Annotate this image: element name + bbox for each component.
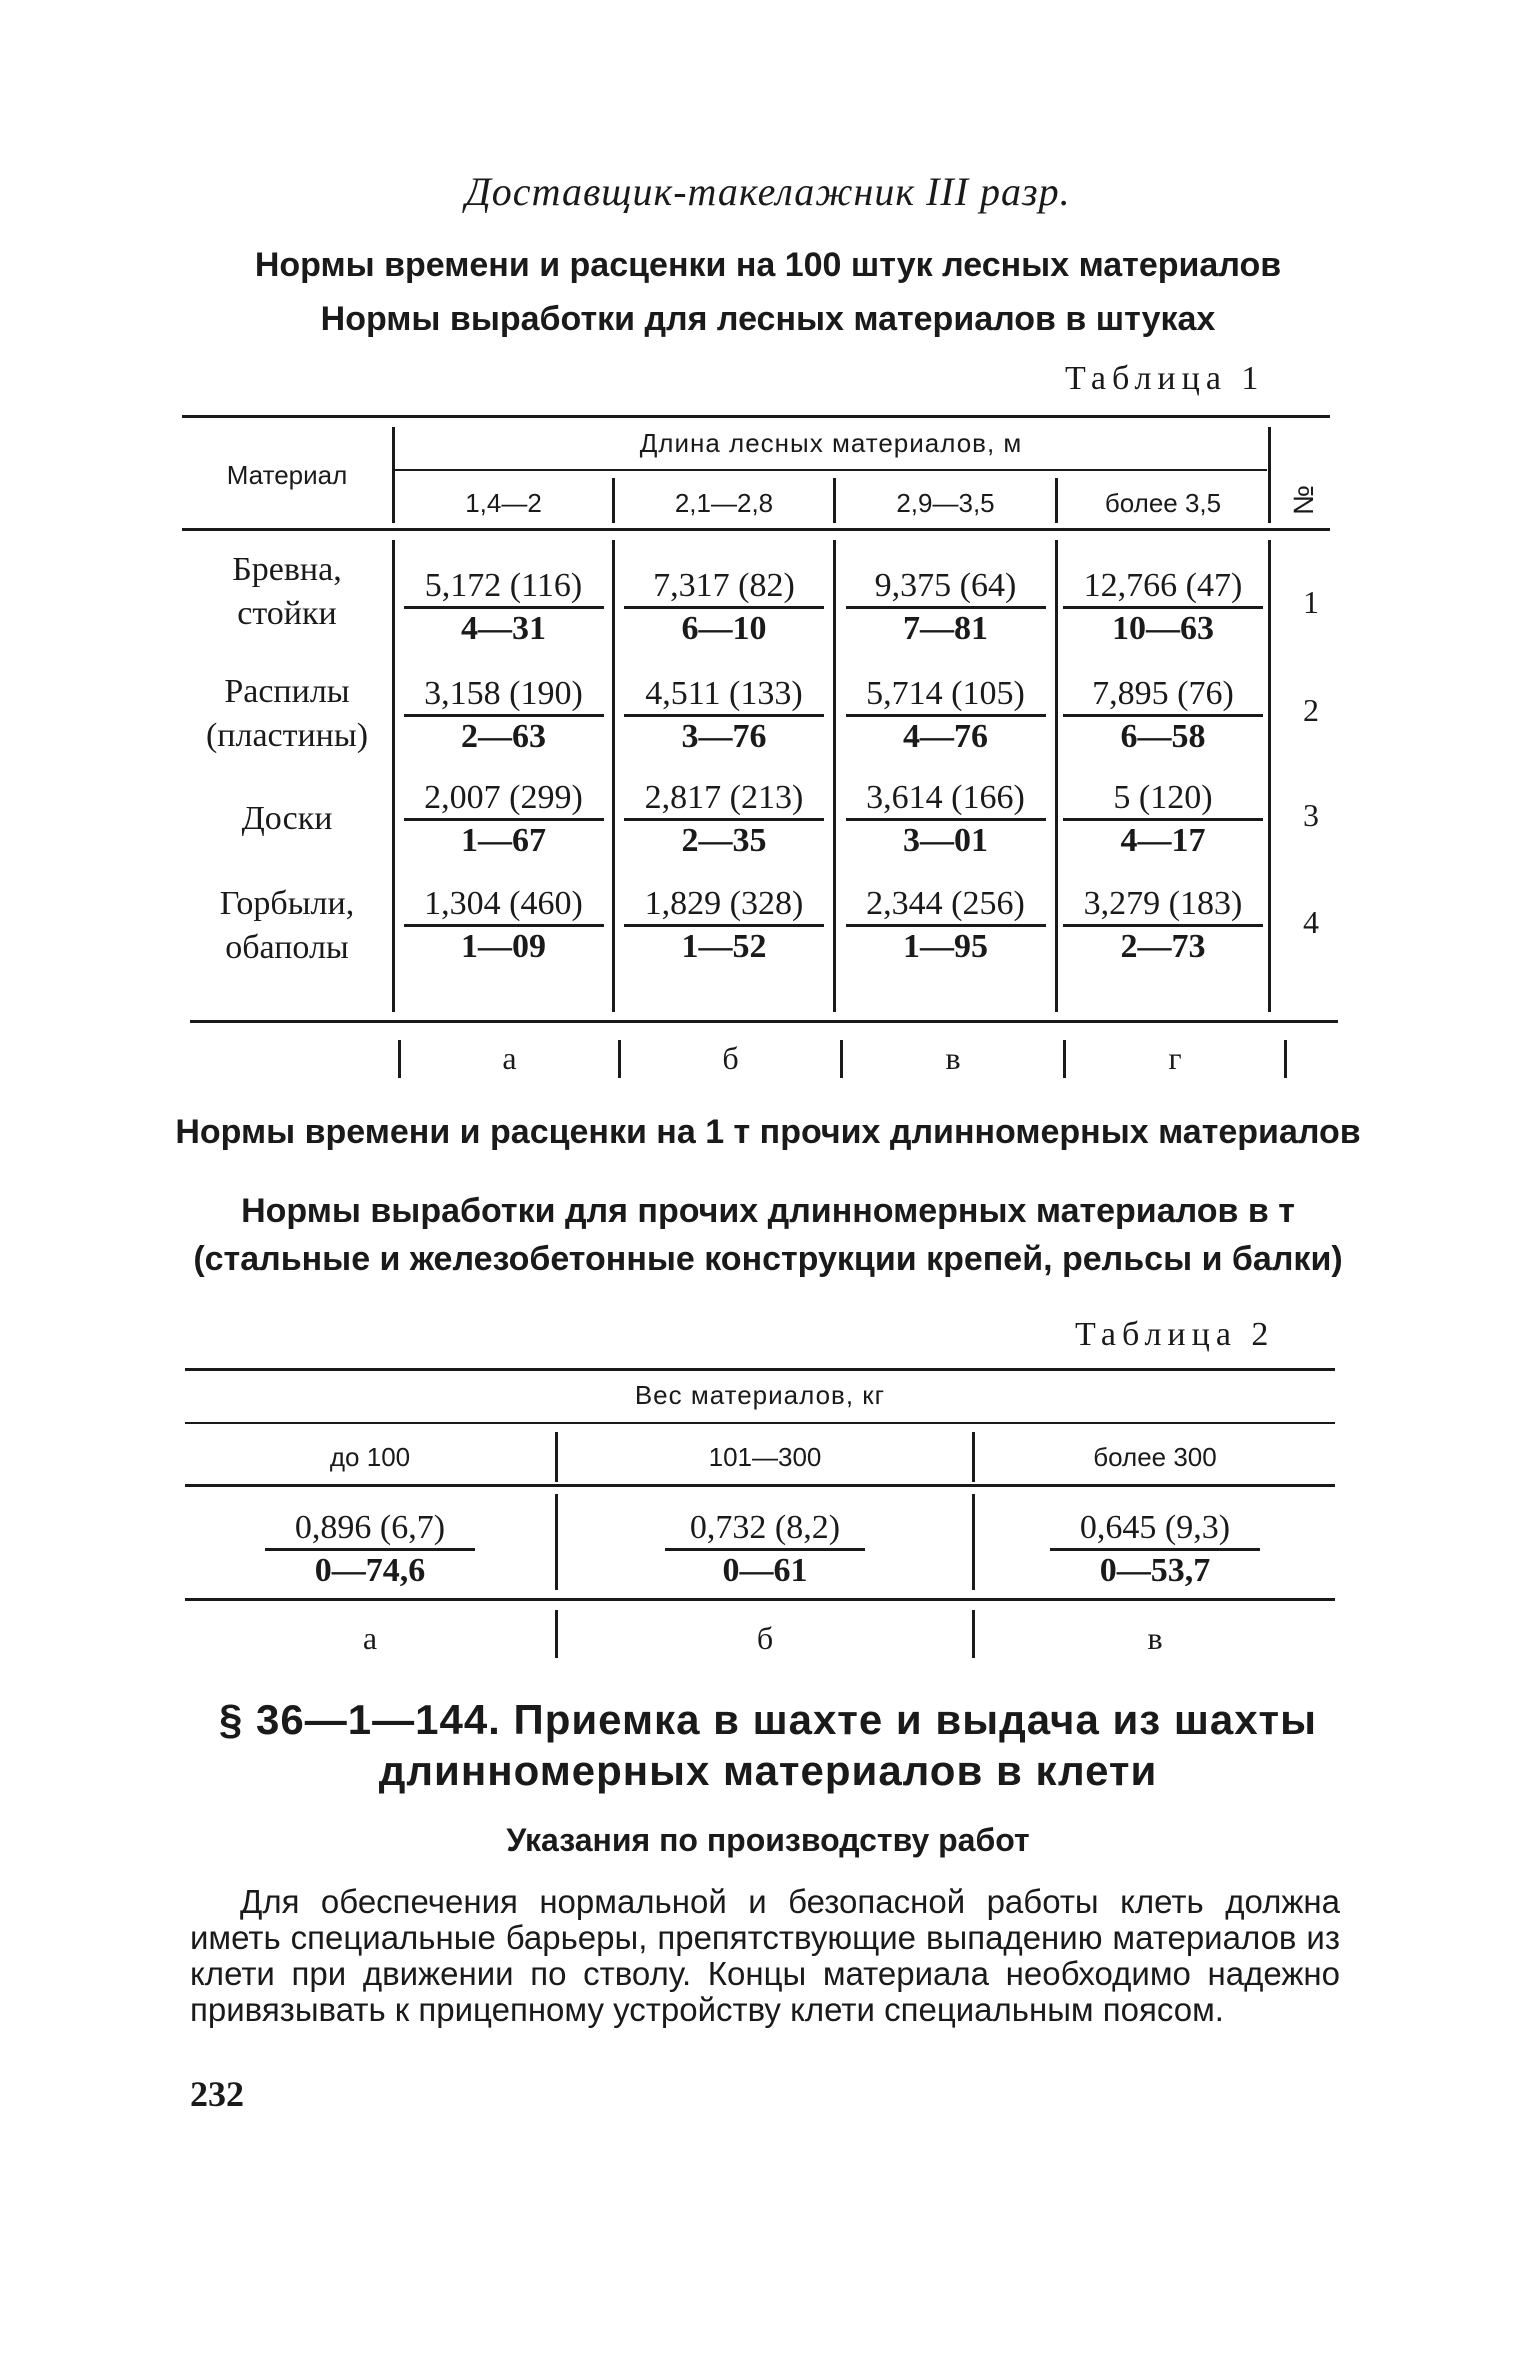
cell-numerator: 0,896 (6,7) [294, 1509, 446, 1546]
cell-numerator: 0,645 (9,3) [1079, 1509, 1231, 1546]
table1-col-material: Материал [226, 460, 348, 490]
table1-cell [1058, 778, 1268, 861]
table2-caption-line1: Нормы времени и расценки на 1 т прочих длинномерных материалов [175, 1113, 1361, 1151]
cell-numerator: 1,829 (328) [644, 885, 804, 922]
section-heading-line1: § 36—1—144. Приемка в шахте и выдача из шахты [219, 1696, 1317, 1743]
cell-numerator: 9,375 (64) [874, 567, 1017, 604]
table1-vrule [1268, 540, 1271, 1012]
table1-cell [615, 674, 833, 757]
cell-denominator: 1—09 [404, 924, 604, 967]
position-title: Доставщик-такелажник III разр. [465, 169, 1071, 214]
table1-row-no: 3 [1303, 797, 1319, 833]
material-line: Горбыли, [219, 885, 355, 922]
cell-denominator: 6—58 [1063, 714, 1263, 757]
table1-top-rule [182, 415, 1330, 418]
table1-header-bottom-rule [182, 528, 1330, 531]
page-number: 232 [190, 2074, 244, 2114]
cell-numerator: 2,007 (299) [424, 779, 583, 816]
cell-numerator: 5,172 (116) [424, 567, 583, 604]
material-line: обаполы [225, 929, 349, 966]
table2-subheader-rule [185, 1422, 1335, 1424]
cell-denominator: 10—63 [1063, 606, 1263, 649]
table1-cell [395, 778, 612, 861]
cell-denominator: 3—76 [624, 714, 824, 757]
table1-cell [615, 778, 833, 861]
table1-row-material [182, 548, 392, 636]
cell-numerator: 7,895 (76) [1092, 675, 1234, 712]
table1-col-letter: а [502, 1040, 517, 1076]
section-heading-line2: длинномерных материалов в клети [378, 1747, 1158, 1794]
cell-denominator: 0—74,6 [265, 1548, 475, 1591]
table2-caption-line3: (стальные и железобетонные конструкции крепей, рельсы и балки) [193, 1240, 1343, 1278]
cell-numerator: 2,817 (213) [644, 779, 804, 816]
table1-vrule [1268, 427, 1271, 523]
body-paragraph: Для обеспечения нормальной и безопасной работы клеть должна иметь специальные барьеры, препятствующие выпадению материалов из клети при движении по стволу. Концы материала необходимо надежно привязывать к прицепному устройству клети специальным поясом. [190, 1883, 1340, 2028]
cell-denominator: 1—52 [624, 924, 824, 967]
table1-col-4: более 3,5 [1104, 488, 1222, 518]
cell-numerator: 4,511 (133) [645, 675, 803, 712]
table2-col-letter: в [1147, 1620, 1163, 1656]
table2-cell [185, 1508, 555, 1591]
table2-bottom-rule [185, 1598, 1335, 1601]
cell-denominator: 4—17 [1063, 818, 1263, 861]
table1-cell [1058, 674, 1268, 757]
table2-col-2: 101—300 [708, 1442, 822, 1472]
table1-subheader-rule [395, 469, 1267, 471]
cell-denominator: 3—01 [846, 818, 1046, 861]
cell-denominator: 0—53,7 [1050, 1548, 1260, 1591]
table1-col-letter: б [722, 1040, 739, 1076]
cell-numerator: 5,714 (105) [866, 675, 1025, 712]
table1-label: Таблица 1 [1065, 360, 1265, 397]
material-line: стойки [237, 595, 337, 632]
table1-row-material [182, 670, 392, 758]
cell-denominator: 1—95 [846, 924, 1046, 967]
cell-numerator: 3,158 (190) [424, 675, 583, 712]
table2-header-bottom-rule [185, 1484, 1335, 1487]
cell-numerator: 7,317 (82) [653, 567, 795, 604]
table1-cell [395, 674, 612, 757]
table1-cell [1058, 566, 1268, 649]
table1-caption-line1: Нормы времени и расценки на 100 штук лесных материалов [254, 246, 1282, 284]
table1-cell [836, 884, 1055, 967]
table2-cell [975, 1508, 1335, 1591]
table1-row-no: 4 [1303, 904, 1319, 940]
table1-row-material [182, 797, 392, 841]
table1-group-header: Длина лесных материалов, м [639, 428, 1023, 458]
table1-cell [395, 884, 612, 967]
table1-cell [1058, 884, 1268, 967]
table1-vrule [1284, 1040, 1287, 1078]
table1-col-3: 2,9—3,5 [896, 488, 995, 518]
cell-denominator: 1—67 [404, 818, 604, 861]
section-body [190, 1884, 1340, 2028]
table1-col-1: 1,4—2 [465, 488, 542, 518]
material-line: Распилы [224, 673, 350, 710]
cell-denominator: 4—31 [404, 606, 604, 649]
cell-numerator: 3,279 (183) [1083, 885, 1243, 922]
table1-caption-line2: Нормы выработки для лесных материалов в штуках [320, 300, 1216, 338]
table2-caption-line2: Нормы выработки для прочих длинномерных материалов в т [241, 1192, 1295, 1230]
table1-col-no: № [1288, 484, 1319, 516]
table1-cell [615, 884, 833, 967]
table1-cell [395, 566, 612, 649]
table1-cell [836, 566, 1055, 649]
cell-denominator: 4—76 [846, 714, 1046, 757]
table2-group-header: Вес материалов, кг [634, 1380, 886, 1410]
cell-denominator: 2—35 [624, 818, 824, 861]
cell-denominator: 2—63 [404, 714, 604, 757]
table1-cell [836, 778, 1055, 861]
table1-row-no: 2 [1303, 692, 1319, 728]
table2-cell [558, 1508, 972, 1591]
table2-col-1: до 100 [329, 1442, 411, 1472]
cell-numerator: 0,732 (8,2) [689, 1509, 841, 1546]
cell-denominator: 2—73 [1063, 924, 1263, 967]
table1-row-no: 1 [1303, 584, 1319, 620]
table1-col-letter: г [1168, 1040, 1182, 1076]
table1-row-material [182, 882, 392, 970]
table2-top-rule [185, 1368, 1335, 1371]
material-line: (пластины) [205, 717, 369, 754]
cell-denominator: 0—61 [665, 1548, 865, 1591]
table1-col-letter: в [945, 1040, 961, 1076]
material-line: Доски [241, 800, 333, 837]
cell-numerator: 12,766 (47) [1083, 567, 1243, 604]
table2-col-letter: а [362, 1620, 378, 1656]
table1-cell [615, 566, 833, 649]
cell-numerator: 1,304 (460) [424, 885, 583, 922]
table1-col-2: 2,1—2,8 [674, 488, 774, 518]
cell-denominator: 6—10 [624, 606, 824, 649]
table1-cell [836, 674, 1055, 757]
table2-col-3: более 300 [1093, 1442, 1217, 1472]
cell-numerator: 2,344 (256) [866, 885, 1025, 922]
material-line: Бревна, [232, 551, 342, 588]
cell-numerator: 3,614 (166) [866, 779, 1025, 816]
table2-label: Таблица 2 [1075, 1316, 1275, 1353]
table1-bottom-rule [190, 1020, 1338, 1023]
section-subheading: Указания по производству работ [506, 1822, 1030, 1858]
table2-col-letter: б [756, 1620, 774, 1656]
cell-numerator: 5 (120) [1113, 779, 1213, 816]
cell-denominator: 7—81 [846, 606, 1046, 649]
